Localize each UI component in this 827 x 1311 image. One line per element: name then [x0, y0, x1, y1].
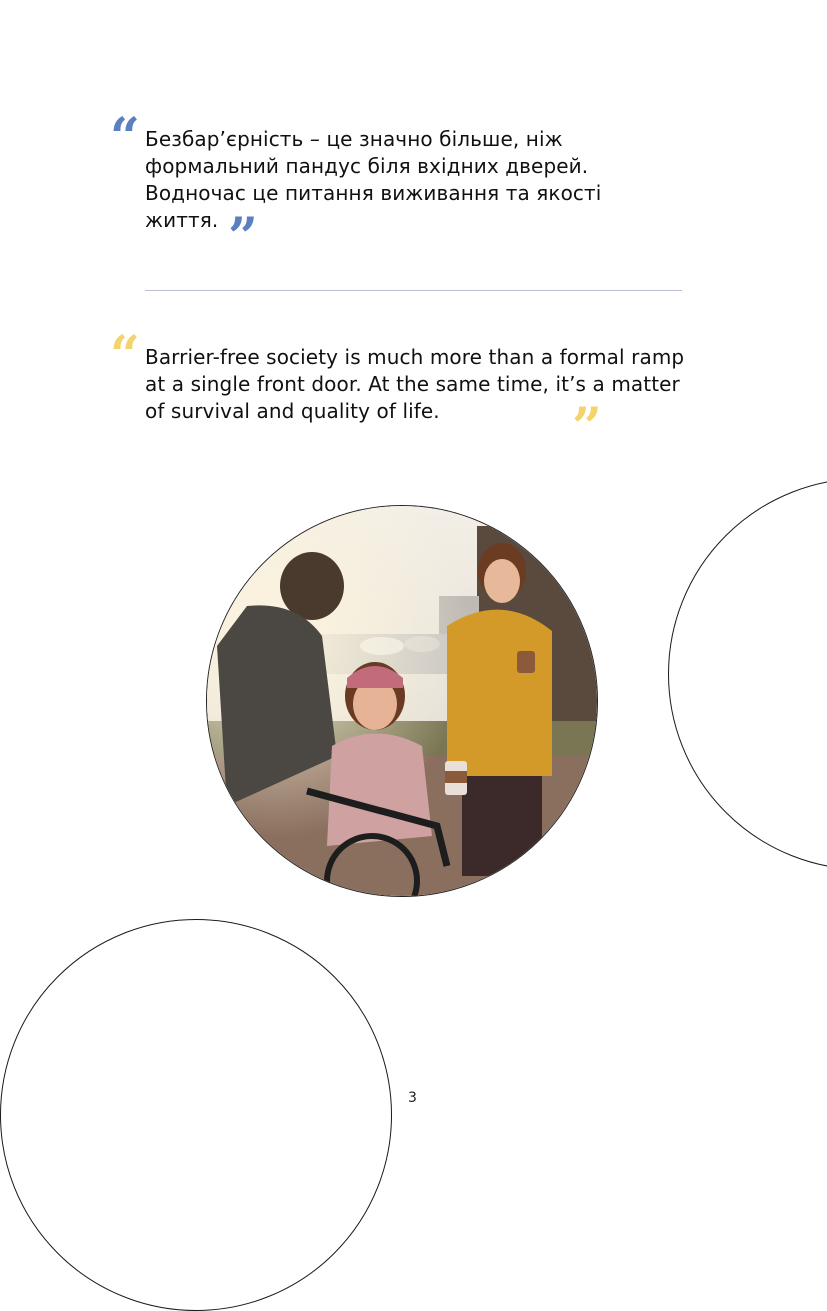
- photo-people-wheelchair-icon: [206, 505, 598, 897]
- quote-open-icon-uk: “: [110, 107, 140, 168]
- decorative-circle-bottom-left: [0, 919, 392, 1311]
- quote-text-uk: [145, 126, 665, 234]
- decorative-circle-right: [668, 478, 827, 870]
- quote-open-icon-en: “: [110, 325, 140, 386]
- quote-uk-body: Безбар’єрність – це значно більше, ніж формальний пандус біля вхідних дверей. Водночас це питання виживання та якості життя.: [145, 127, 602, 232]
- quote-en-body: Barrier-free society is much more than a formal ramp at a single front door. At the same time, it’s a matter of survival and quality of life.: [145, 345, 685, 423]
- quote-text-en: [145, 344, 705, 425]
- page-number: 3: [408, 1090, 417, 1106]
- divider: [145, 290, 682, 291]
- quote-close-icon-uk: ”: [228, 207, 258, 268]
- quote-close-icon-en: ”: [572, 397, 602, 458]
- photo-illustration: [207, 506, 597, 896]
